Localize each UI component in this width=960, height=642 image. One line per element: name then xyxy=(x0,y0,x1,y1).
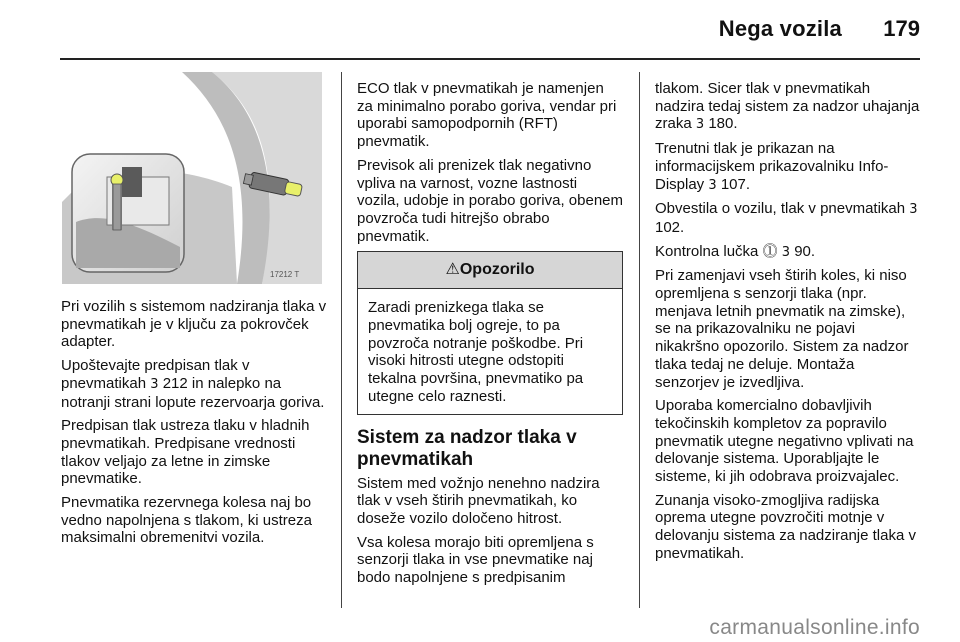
paragraph: Pri zamenjavi vseh štirih koles, ki niso opremljena s senzorji tlaka (npr. menjava letnih pnevmatik na zimske), se na prikazovalniku ne pojavi nikakršno opozorilo. Sistem za nadzor tlaka tedaj ne deluje. Montaža senzorjev je izvedljiva. xyxy=(655,267,909,391)
paragraph-text: tlakom. Sicer tlak v pnevmatikah nadzira tedaj sistem za nadzor uhajanja zraka xyxy=(655,80,920,133)
paragraph xyxy=(655,200,921,236)
column-1 xyxy=(61,298,327,553)
column-2 xyxy=(357,80,623,593)
page-ref[interactable]: 107. xyxy=(720,175,751,193)
page-number: 179 xyxy=(883,16,920,41)
page-ref-arrow-icon: 3 xyxy=(909,202,918,218)
warning-box xyxy=(357,251,623,414)
page-ref-arrow-icon: 3 xyxy=(708,177,717,193)
figure-code: 17212 T xyxy=(270,270,300,279)
tyre-pressure-lamp-icon: ⓵ xyxy=(762,242,778,260)
paragraph: Uporaba komercialno dobavljivih tekočinskih kompletov za popravilo pnevmatik utegne negativno vplivati na delovanje sistema. Uporabljajte le sisteme, ki jih odobrava proizvajalec. xyxy=(655,397,914,486)
paragraph-text: Trenutni tlak je prikazan na informacijskem prikazovalniku Info-Display xyxy=(655,140,889,193)
valve-adapter-drawing xyxy=(62,72,322,284)
warning-text: Zaradi prenizkega tlaka se pnevmatika bolj ogreje, to pa povzroča notranje poškodbe. Pri visoki hitrosti utegne odstopiti tekalna površina, pnevmatiko pa utegne celo raznesti. xyxy=(368,299,584,405)
header-divider xyxy=(60,58,920,60)
paragraph xyxy=(655,140,921,194)
paragraph: Pri vozilih s sistemom nadziranja tlaka v pnevmatikah je v ključu za pokrovček adapter. xyxy=(61,298,327,351)
warning-title: Opozorilo xyxy=(459,261,535,279)
paragraph xyxy=(61,357,327,411)
column-3 xyxy=(655,80,921,569)
page-title: Nega vozila xyxy=(718,16,842,41)
page-ref-arrow-icon: 3 xyxy=(695,117,705,133)
page-ref[interactable]: 90. xyxy=(794,242,816,260)
paragraph-text: Kontrolna lučka xyxy=(655,242,759,260)
paragraph-text: Obvestila o vozilu, tlak v pnevmatikah xyxy=(655,200,906,218)
warning-header xyxy=(358,252,622,289)
paragraph-text: in nalepko na notranji strani lopute rezervoarja goriva. xyxy=(61,374,325,411)
paragraph xyxy=(655,80,921,134)
paragraph: ECO tlak v pnevmatikah je namenjen za minimalno porabo goriva, vendar pri uporabi samopodpornih (RFT) pnevmatik. xyxy=(357,80,617,151)
page-ref-arrow-icon: 3 xyxy=(150,376,159,392)
watermark: carmanualsonline.info xyxy=(709,616,920,639)
page-ref[interactable]: 212 xyxy=(162,374,188,392)
paragraph: Predpisan tlak ustreza tlaku v hladnih pnevmatikah. Predpisane vrednosti tlakov veljajo za letne in zimske pnevmatike. xyxy=(61,417,310,488)
paragraph: Pnevmatika rezervnega kolesa naj bo vedno napolnjena s tlakom, ki ustreza maksimalni obremenitvi vozila. xyxy=(61,494,312,547)
page-ref-arrow-icon: 3 xyxy=(781,244,791,260)
section-heading: Sistem za nadzor tlaka v pnevmatikah xyxy=(357,426,577,470)
tyre-valve-illustration xyxy=(62,72,322,284)
page-ref[interactable]: 180. xyxy=(708,115,738,133)
paragraph-text: Upoštevajte predpisan tlak v pnevmatikah xyxy=(61,357,250,392)
paragraph xyxy=(655,243,921,262)
page-ref[interactable]: 102. xyxy=(655,218,685,236)
paragraph: Zunanja visoko-zmogljiva radijska oprema utegne povzročiti motnje v delovanju sistema za nadziranje tlaka v pnevmatikah. xyxy=(655,491,916,562)
paragraph: Sistem med vožnjo nenehno nadzira tlak v vseh štirih pnevmatikah, ko doseže vozilo določeno hitrost. xyxy=(357,474,600,527)
column-divider-2 xyxy=(639,72,640,608)
column-divider-1 xyxy=(341,72,342,608)
warning-icon: ⚠ xyxy=(445,261,460,279)
paragraph: Vsa kolesa morajo biti opremljena s senzorji tlaka in vse pnevmatike naj bodo napolnjene s predpisanim xyxy=(357,533,594,587)
paragraph: Previsok ali prenizek tlak negativno vpliva na varnost, vozne lastnosti vozila, udobje in porabo goriva, obenem povzroča tudi hitrejšo obrabo pnevmatik. xyxy=(357,156,624,245)
